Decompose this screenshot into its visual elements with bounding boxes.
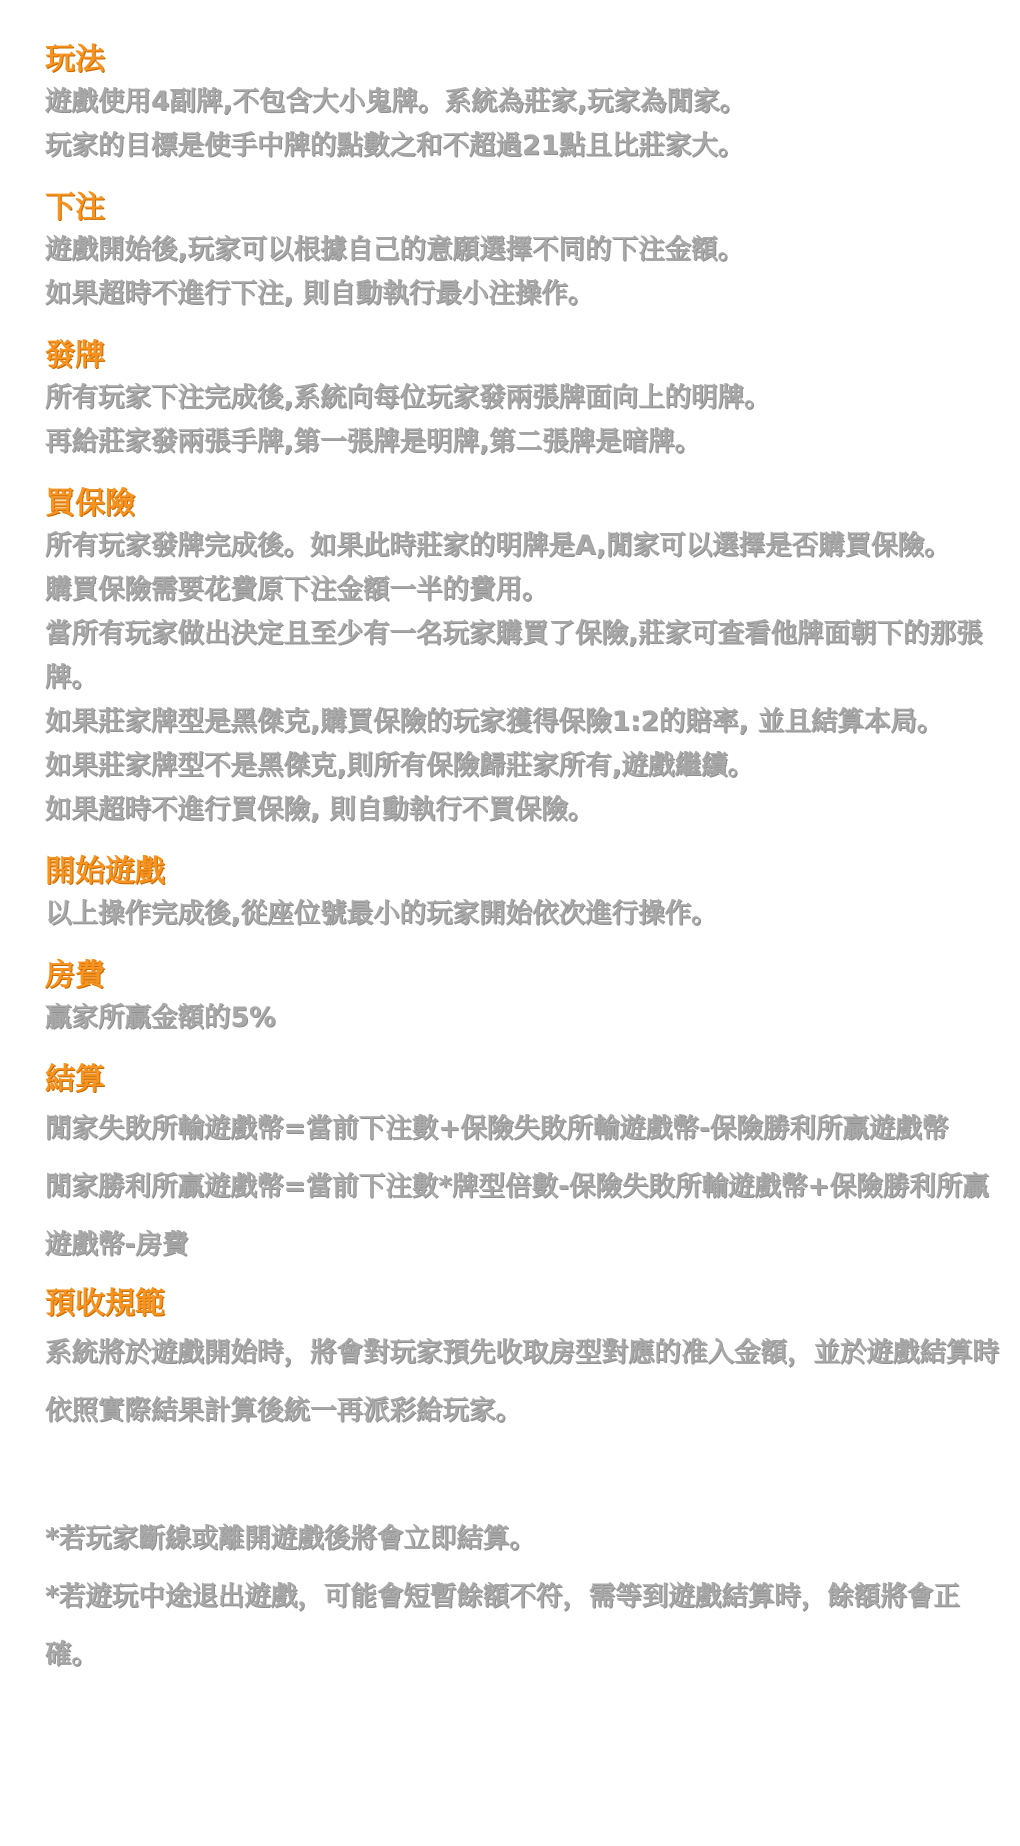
section-dealing [45, 336, 1005, 464]
rule-text: 所有玩家下注完成後,系統向每位玩家發兩張牌面向上的明牌。 [45, 382, 771, 413]
rule-text: 如果超時不進行買保險, 則自動執行不買保險。 [45, 794, 595, 825]
rule-text: 系統將於遊戲開始時，將會對玩家預先收取房型對應的准入金額，並於遊戲結算時依照實際結果計算後統一再派彩給玩家。 [45, 1337, 999, 1426]
rule-text: 以上操作完成後,從座位號最小的玩家開始依次進行操作。 [45, 898, 718, 929]
rules-content [45, 40, 1005, 1684]
section-title: 發牌 [45, 338, 105, 373]
rule-text: 如果超時不進行下注, 則自動執行最小注操作。 [45, 278, 595, 309]
rule-text: 再給莊家發兩張手牌,第一張牌是明牌,第二張牌是暗牌。 [45, 426, 702, 457]
rule-text: 贏家所贏金額的5% [45, 1002, 276, 1033]
rule-text: 閒家失敗所輸遊戲幣=當前下注數+保險失敗所輸遊戲幣-保險勝利所贏遊戲幣 [45, 1113, 949, 1144]
notes [45, 1510, 1005, 1684]
section-start-game [45, 852, 1005, 936]
rule-text: 當所有玩家做出決定且至少有一名玩家購買了保險,莊家可查看他牌面朝下的那張牌。 [45, 618, 983, 693]
note-text: *若遊玩中途退出遊戲，可能會短暫餘額不符，需等到遊戲結算時，餘額將會正確。 [45, 1581, 960, 1670]
section-gameplay [45, 40, 1005, 168]
rule-text: 購買保險需要花費原下注金額一半的費用。 [45, 574, 549, 605]
section-insurance [45, 484, 1005, 832]
section-room-fee [45, 956, 1005, 1040]
rule-text: 所有玩家發牌完成後。如果此時莊家的明牌是A,閒家可以選擇是否購買保險。 [45, 530, 951, 561]
section-betting [45, 188, 1005, 316]
section-title: 玩法 [45, 42, 105, 77]
rule-text: 如果莊家牌型是黑傑克,購買保險的玩家獲得保險1:2的賠率, 並且結算本局。 [45, 706, 944, 737]
section-settlement [45, 1060, 1005, 1274]
section-title: 開始遊戲 [45, 854, 165, 889]
rule-text: 閒家勝利所贏遊戲幣=當前下注數*牌型倍數-保險失敗所輸遊戲幣+保險勝利所贏遊戲幣-房費 [45, 1171, 989, 1260]
section-title: 買保險 [45, 486, 135, 521]
rule-text: 如果莊家牌型不是黑傑克,則所有保險歸莊家所有,遊戲繼續。 [45, 750, 755, 781]
section-prepayment [45, 1284, 1005, 1440]
section-title: 下注 [45, 190, 105, 225]
section-title: 房費 [45, 958, 105, 993]
rule-text: 遊戲開始後,玩家可以根據自己的意願選擇不同的下注金額。 [45, 234, 745, 265]
rule-text: 玩家的目標是使手中牌的點數之和不超過21點且比莊家大。 [45, 130, 745, 161]
rule-text: 遊戲使用4副牌,不包含大小鬼牌。系統為莊家,玩家為閒家。 [45, 86, 747, 117]
note-text: *若玩家斷線或離開遊戲後將會立即結算。 [45, 1523, 536, 1554]
section-title: 預收規範 [45, 1286, 165, 1321]
section-title: 結算 [45, 1062, 105, 1097]
